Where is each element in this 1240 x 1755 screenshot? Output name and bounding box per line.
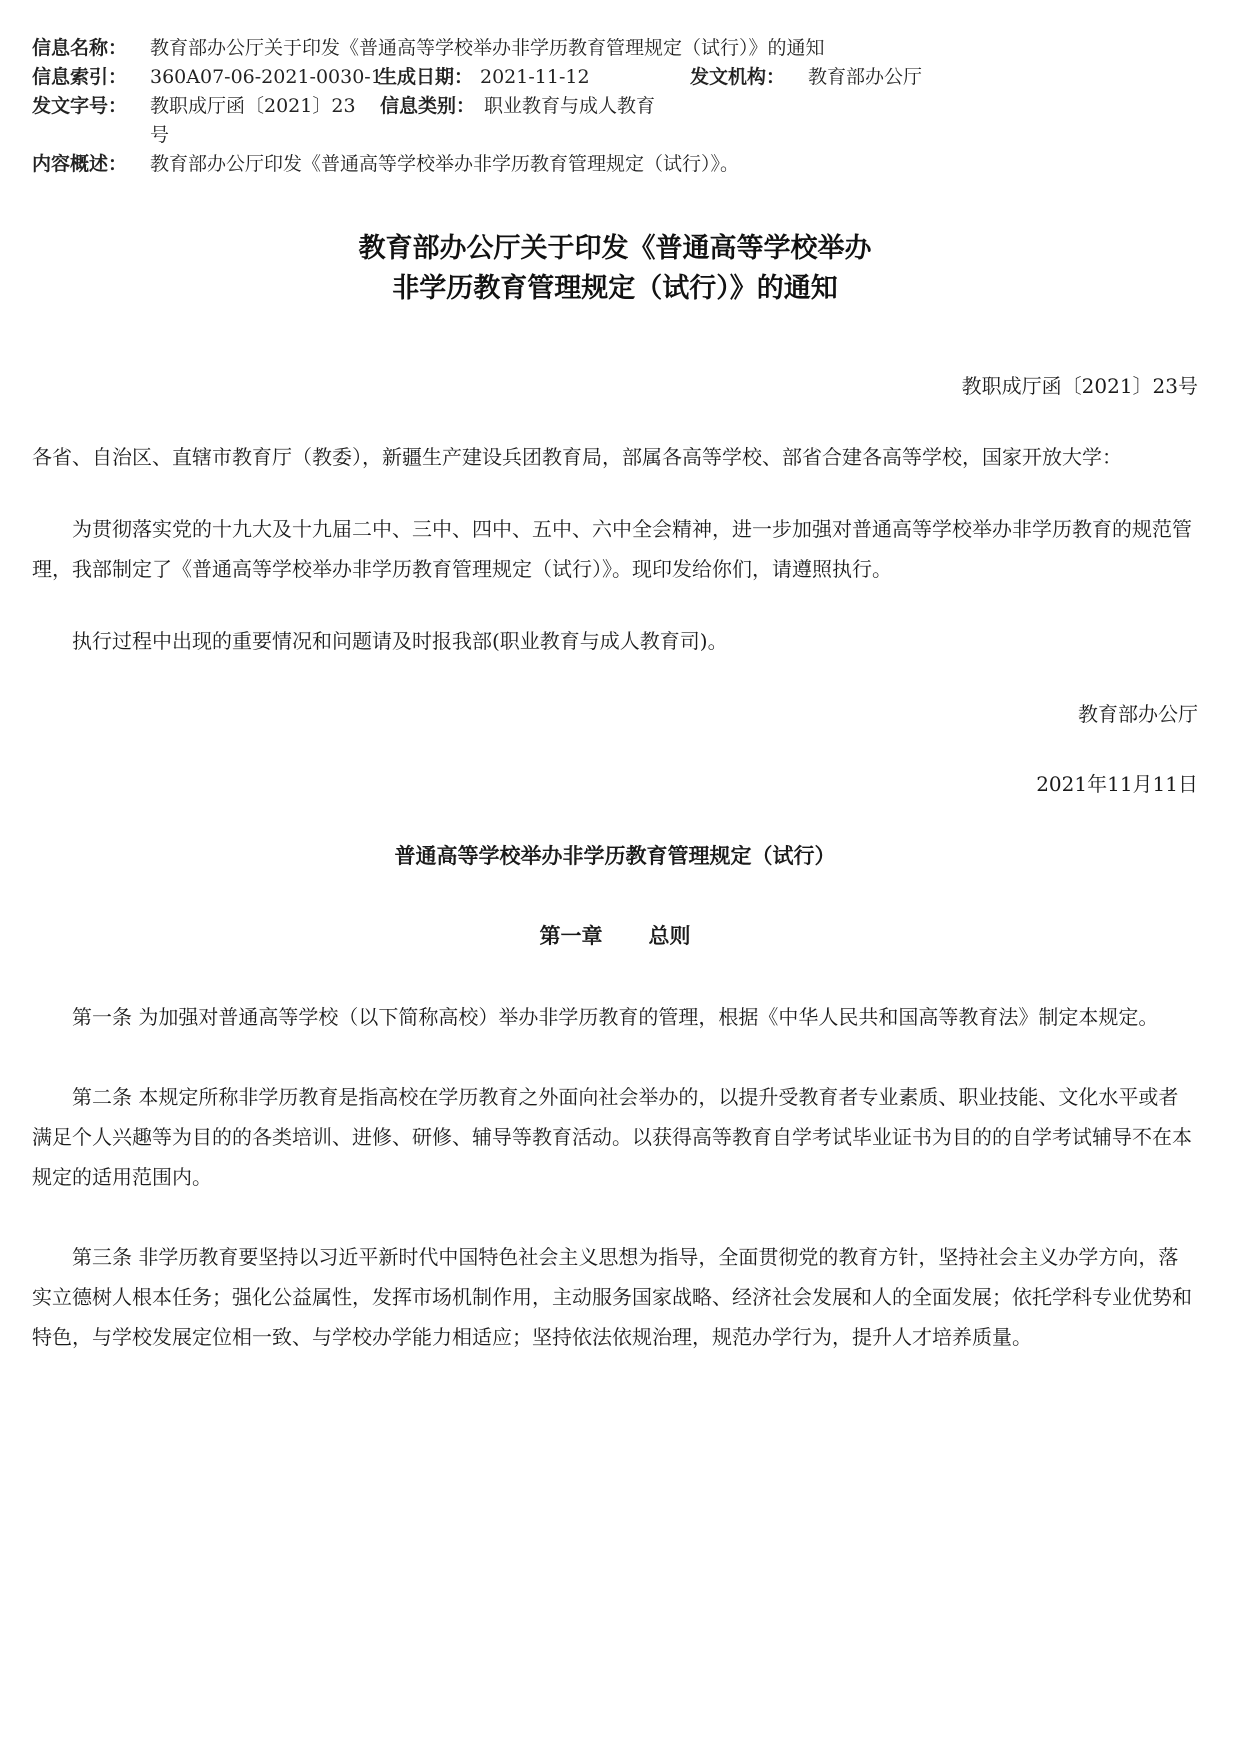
meta-category-label: 信息类别： xyxy=(380,95,476,117)
notice-paragraph-1: 为贯彻落实党的十九大及十九届二中、三中、四中、五中、六中全会精神，进一步加强对普通高等学校举办非学历教育的规范管理，我部制定了《普通高等学校举办非学历教育管理规定（试行）》。现印发给你们，请遵照执行。 xyxy=(32,517,1192,581)
meta-category-value: 职业教育与成人教育 xyxy=(484,95,656,117)
article-2: 第二条 本规定所称非学历教育是指高校在学历教育之外面向社会举办的，以提升受教育者专业素质、职业技能、文化水平或者满足个人兴趣等为目的的各类培训、进修、研修、辅导等教育活动。以获得高等教育自学考试毕业证书为目的的自学考试辅导不在本规定的适用范围内。 xyxy=(32,1085,1192,1189)
chapter-name: 总则 xyxy=(648,924,691,948)
notice-paragraph-2: 执行过程中出现的重要情况和问题请及时报我部(职业教育与成人教育司)。 xyxy=(72,629,728,653)
article-3: 第三条 非学历教育要坚持以习近平新时代中国特色社会主义思想为指导，全面贯彻党的教育方针，坚持社会主义办学方向，落实立德树人根本任务；强化公益属性，发挥市场机制作用，主动服务国家战略、经济社会发展和人的全面发展；依托学科专业优势和特色，与学校发展定位相一致、与学校办学能力相适应；坚持依法依规治理，规范办学行为，提升人才培养质量。 xyxy=(32,1245,1192,1349)
meta-docno-value-line1: 教职成厅函〔2021〕23 xyxy=(150,95,356,117)
signing-organization: 教育部办公厅 xyxy=(1078,702,1198,726)
metadata-block xyxy=(32,34,1198,179)
meta-issuer-label: 发文机构： xyxy=(690,66,786,88)
addressee: 各省、自治区、直辖市教育厅（教委），新疆生产建设兵团教育局，部属各高等学校、部省合建各高等学校，国家开放大学： xyxy=(32,445,1122,469)
meta-row-index xyxy=(32,63,1198,92)
notice-title-line1: 教育部办公厅关于印发《普通高等学校举办 xyxy=(358,233,872,264)
meta-date-value: 2021-11-12 xyxy=(480,66,590,88)
meta-issuer-value: 教育部办公厅 xyxy=(808,66,923,88)
notice-title xyxy=(32,229,1198,309)
meta-docno-value-line2: 号 xyxy=(150,124,170,146)
meta-summary-value: 教育部办公厅印发《普通高等学校举办非学历教育管理规定（试行）》。 xyxy=(150,153,740,175)
article-1: 第一条 为加强对普通高等学校（以下简称高校）举办非学历教育的管理，根据《中华人民共和国高等教育法》制定本规定。 xyxy=(72,1005,1159,1029)
chapter-number: 第一章 xyxy=(539,924,603,948)
notice-title-line2: 非学历教育管理规定（试行）》的通知 xyxy=(392,273,838,304)
meta-row-name xyxy=(32,34,1198,63)
regulation-title: 普通高等学校举办非学历教育管理规定（试行） xyxy=(394,844,836,868)
meta-name-value: 教育部办公厅关于印发《普通高等学校举办非学历教育管理规定（试行）》的通知 xyxy=(150,37,825,59)
meta-index-label: 信息索引： xyxy=(32,66,128,88)
document-number: 教职成厅函〔2021〕23号 xyxy=(961,374,1198,398)
meta-row-docno xyxy=(32,92,1198,150)
meta-docno-label: 发文字号： xyxy=(32,95,128,117)
meta-row-summary xyxy=(32,150,1198,179)
meta-name-label: 信息名称： xyxy=(32,37,128,59)
chapter-heading xyxy=(32,921,1198,951)
meta-index-value: 360A07-06-2021-0030-1 xyxy=(150,66,383,88)
meta-summary-label: 内容概述： xyxy=(32,153,128,175)
articles xyxy=(32,997,1198,1357)
meta-date-label: 生成日期： xyxy=(378,66,474,88)
signing-date: 2021年11月11日 xyxy=(1036,772,1198,796)
meta-docno-value xyxy=(150,92,380,150)
